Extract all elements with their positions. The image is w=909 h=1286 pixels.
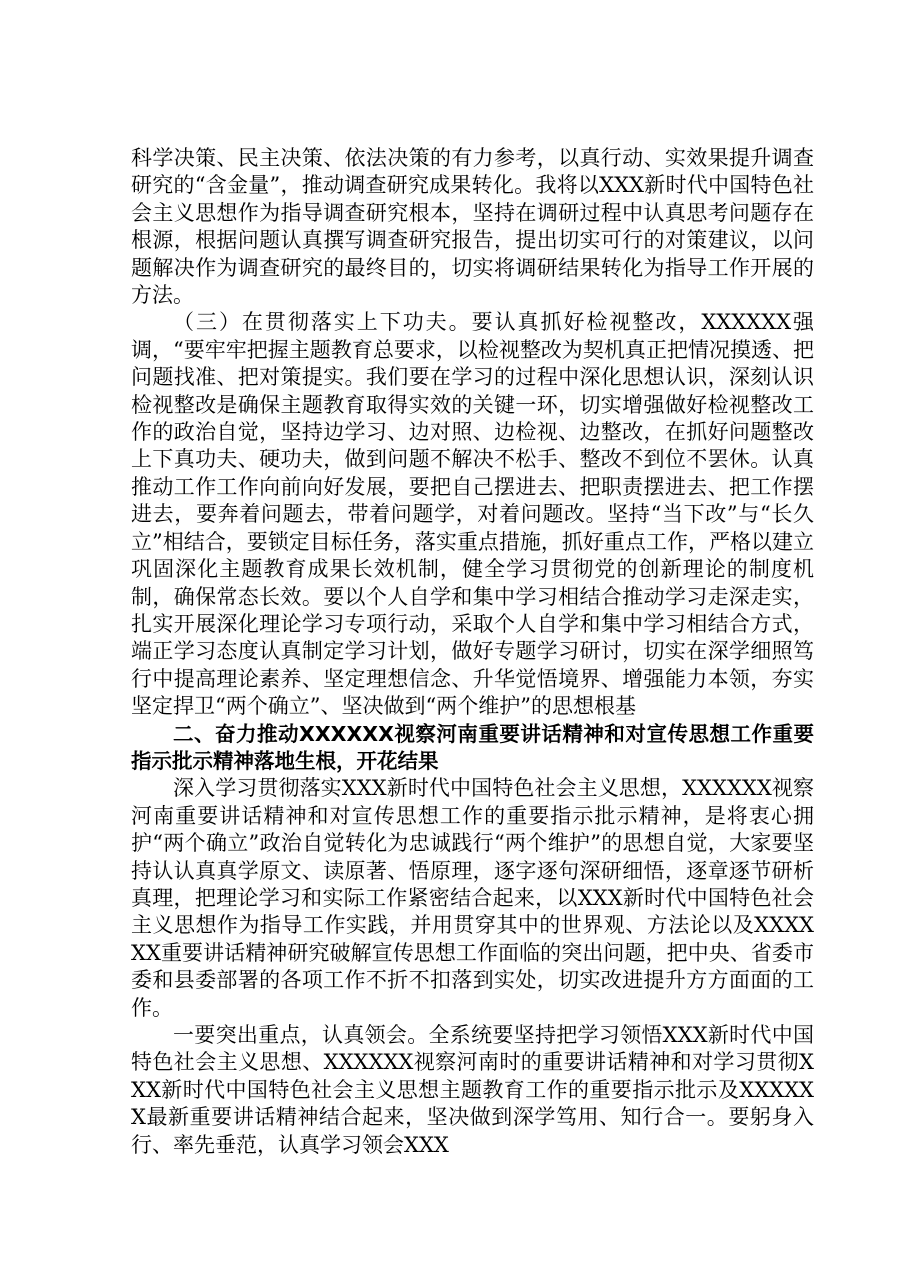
section-heading-2: 二、奋力推动XXXXXX视察河南重要讲话精神和对宣传思想工作重要指示批示精神落地生根，开花结果 — [131, 721, 814, 773]
paragraph-study-spirit: 深入学习贯彻落实XXX新时代中国特色社会主义思想，XXXXXX视察河南重要讲话精神和对宣传思想工作的重要指示批示精神，是将衷心拥护“两个确立”政治自觉转化为忠诚践行“两个维护”的思想自觉，大家要坚持认认真真学原文、读原著、悟原理，逐字逐句深研细悟，逐章逐节研析真理，把理论学习和实际工作紧密结合起来，以XXX新时代中国特色社会主义思想作为指导工作实践，并用贯穿其中的世界观、方法论以及XXXXXX重要讲话精神研究破解宣传思想工作面临的突出问题，把中央、省委市委和县委部署的各项工作不折不扣落到实处，切实改进提升方方面面的工作。 — [131, 776, 814, 1020]
paragraph-focus-key-points: 一要突出重点，认真领会。全系统要坚持把学习领悟XXX新时代中国特色社会主义思想、XXXXXX视察河南时的重要讲话精神和对学习贯彻XXX新时代中国特色社会主义思想主题教育工作的重要指示批示及XXXXXX最新重要讲话精神结合起来，坚决做到深学笃用、知行合一。要躬身入行、率先垂范，认真学习领会XXX — [131, 1023, 814, 1157]
paragraph-decision-reference: 科学决策、民主决策、依法决策的有力参考，以真行动、实效果提升调查研究的“含金量”，推动调查研究成果转化。我将以XXX新时代中国特色社会主义思想作为指导调查研究根本，坚持在调研过程中认真思考问题存在根源，根据问题认真撰写调查研究报告，提出切实可行的对策建议，以问题解决作为调查研究的最终目的，切实将调研结果转化为指导工作开展的方法。 — [131, 146, 814, 308]
document-page — [131, 145, 814, 1159]
paragraph-implementation: （三）在贯彻落实上下功夫。要认真抓好检视整改，XXXXXX强调，“要牢牢把握主题教育总要求，以检视整改为契机真正把情况摸透、把问题找准、把对策提实。我们要在学习的过程中深化思想认识，深刻认识检视整改是确保主题教育取得实效的关键一环，切实增强做好检视整改工作的政治自觉，坚持边学习、边对照、边检视、边整改，在抓好问题整改上下真功夫、硬功夫，做到问题不解决不松手、整改不到位不罢休。认真推动工作工作向前向好发展，要把自己摆进去、把职责摆进去、把工作摆进去，要奔着问题去，带着问题学，对着问题改。坚持“当下改”与“长久立”相结合，要锁定目标任务，落实重点措施，抓好重点工作，严格以建立巩固深化主题教育成果长效机制，健全学习贯彻党的创新理论的制度机制，确保常态长效。要以个人自学和集中学习相结合推动学习走深走实，扎实开展深化理论学习专项行动，采取个人自学和集中学习相结合方式，端正学习态度认真制定学习计划，做好专题学习研讨，切实在深学细照笃行中提高理论素养、坚定理想信念、升华觉悟境界、增强能力本领，夯实坚定捍卫“两个确立”、坚决做到“两个维护”的思想根基 — [131, 310, 814, 719]
